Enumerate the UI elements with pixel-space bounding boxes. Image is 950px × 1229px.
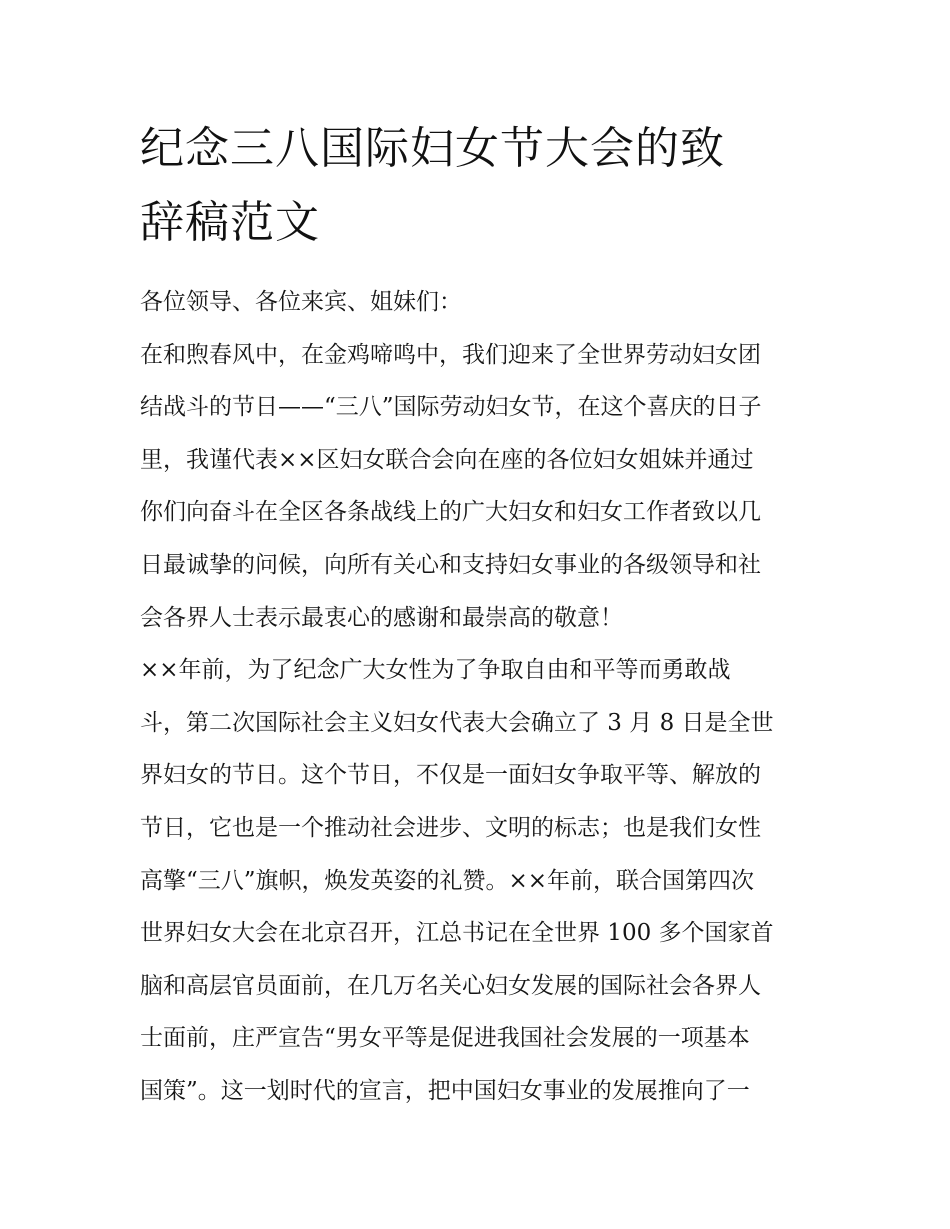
- text-line: 在和煦春风中，在金鸡啼鸣中，我们迎来了全世界劳动妇女团: [140, 341, 761, 368]
- title-line-1: 纪念三八国际妇女节大会的致: [140, 123, 725, 174]
- text-line: 你们向奋斗在全区各条战线上的广大妇女和妇女工作者致以几: [140, 499, 761, 526]
- text-line: 斗，第二次国际社会主义妇女代表大会确立了 3 月 8 日是全世: [140, 709, 774, 736]
- text-line: 会各界人士表示最衷心的感谢和最崇高的敬意！: [140, 604, 623, 631]
- text-line: 日最诚挚的问候，向所有关心和支持妇女事业的各级领导和社: [140, 551, 761, 578]
- title-line-2: 辞稿范文: [140, 197, 320, 248]
- text-line: 国策”。这一划时代的宣言，把中国妇女事业的发展推向了一: [140, 1077, 750, 1104]
- body-text: [140, 282, 830, 1124]
- text-line: 界妇女的节日。这个节日，不仅是一面妇女争取平等、解放的: [140, 762, 761, 789]
- text-line: 高擎“三八”旗帜，焕发英姿的礼赞。××年前，联合国第四次: [140, 867, 755, 894]
- text-line: 各位领导、各位来宾、姐妹们：: [140, 289, 462, 315]
- page-title: [140, 112, 820, 260]
- text-line: 节日，它也是一个推动社会进步、文明的标志；也是我们女性: [140, 814, 761, 841]
- text-line: 士面前，庄严宣告“男女平等是促进我国社会发展的一项基本: [140, 1025, 750, 1052]
- text-line: 脑和高层官员面前，在几万名关心妇女发展的国际社会各界人: [140, 972, 761, 999]
- text-line: 结战斗的节日——“三八”国际劳动妇女节，在这个喜庆的日子: [140, 394, 762, 421]
- text-line: ××年前，为了纪念广大女性为了争取自由和平等而勇敢战: [140, 657, 731, 684]
- text-line: 里，我谨代表××区妇女联合会向在座的各位妇女姐妹并通过: [140, 446, 754, 473]
- text-line: 世界妇女大会在北京召开，江总书记在全世界 100 多个国家首: [140, 920, 774, 947]
